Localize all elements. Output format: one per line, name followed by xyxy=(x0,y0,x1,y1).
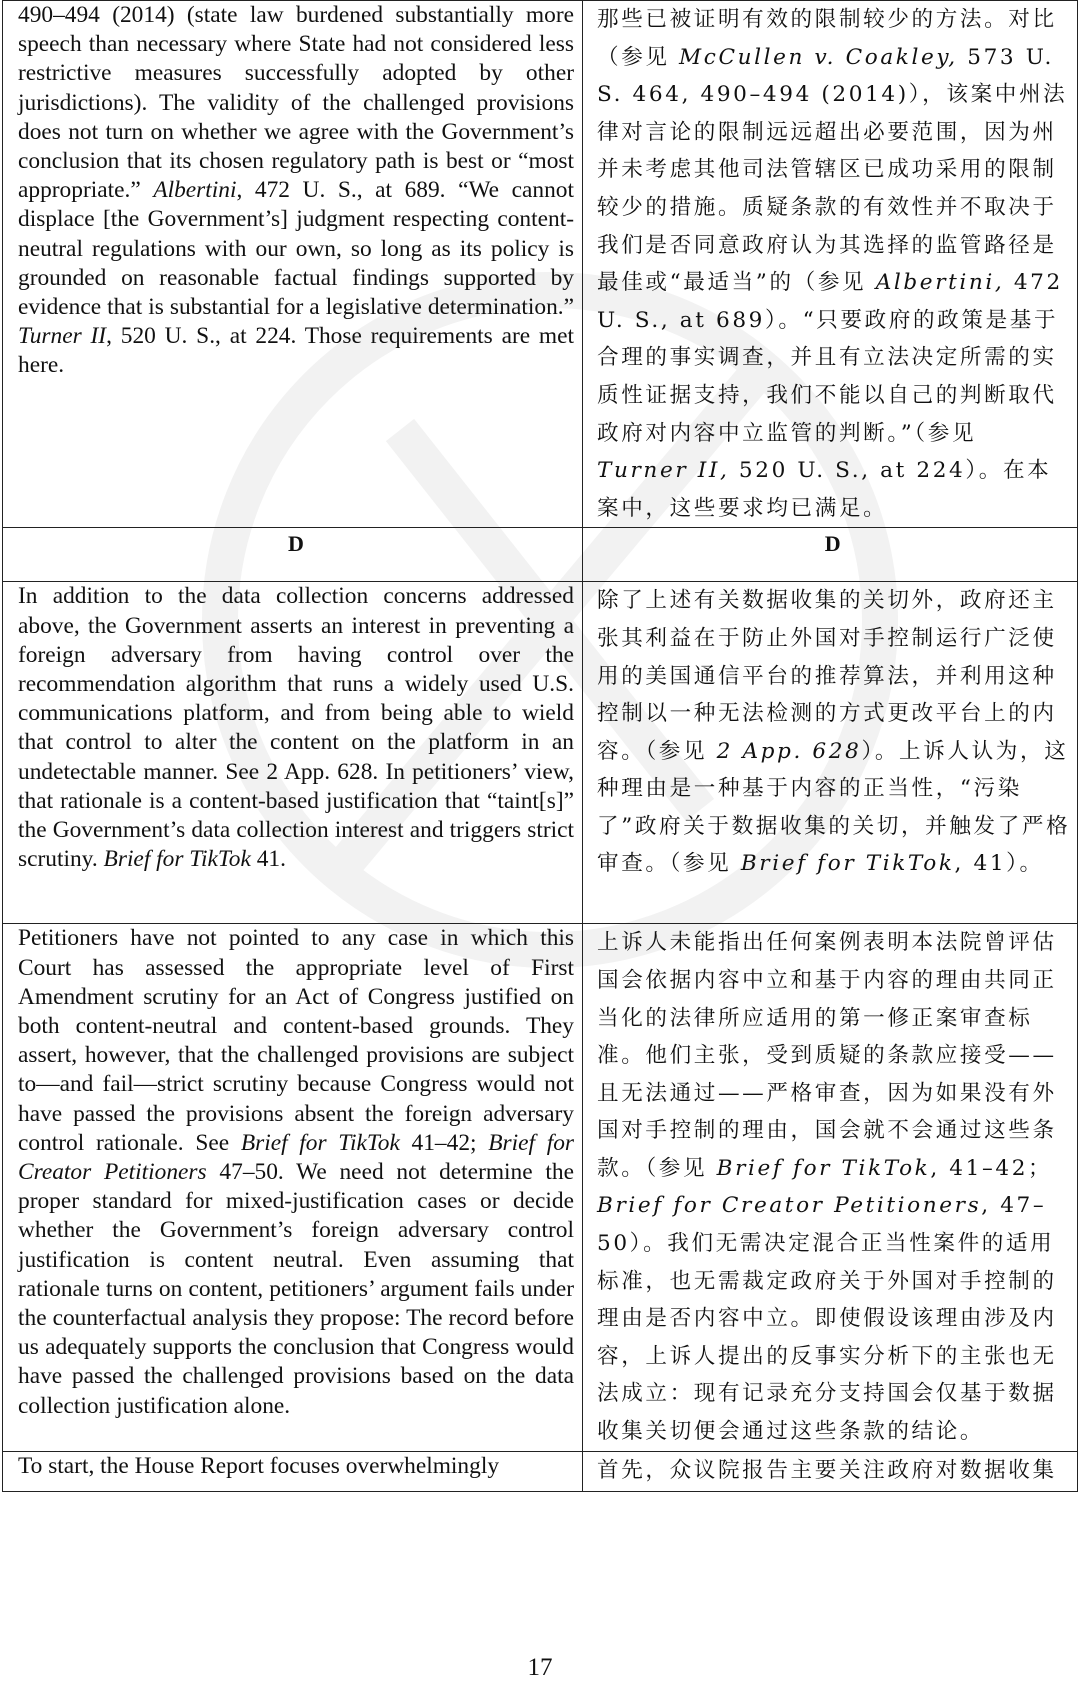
chinese-cell xyxy=(583,1,1078,528)
table-row xyxy=(3,1451,1078,1491)
table-row xyxy=(3,924,1078,1451)
chinese-text: 除了上述有关数据收集的关切外，政府还主张其利益在于防止外国对手控制运行广泛使用的美国通信平台的推荐算法，并利用这种控制以一种无法检测的方式更改平台上的内容。（参见 2 App. 628）。上诉人认为，这种理由是一种基于内容的正当性，“污染了”政府关于数据收集的关切，并触发了严格审查。（参见 Brief for TikTok, 41）。 xyxy=(597,588,1071,877)
english-text: Petitioners have not pointed to any case in which this Court has assessed the appropriate level of First Amendment scrutiny for an Act of Congress justified on both content-neutral and content-based grounds. They assert, however, that the challenged provisions are subject to—and fail—strict scrutiny because Congress would not have passed the provisions absent the foreign adversary control rationale. See Brief for TikTok 41–42; Brief for Creator Petitioners 47–50. We need not determine the proper standard for mixed-justification cases or decide whether the Government’s foreign adversary control justification is content neutral. Even assuming that rationale turns on content, petitioners’ argument fails under the counterfactual analysis they propose: The record before us adequately supports the conclusion that Congress would have passed the challenged provisions based on the data collection justification alone. xyxy=(18,925,574,1419)
chinese-cell xyxy=(583,924,1078,1451)
english-text: In addition to the data collection concerns addressed above, the Government asserts an interest in preventing a foreign adversary from having control over the recommendation algorithm that runs a widely used U.S. communications platform, and from being able to wield that control to alter the content on the platform in an undetectable manner. See 2 App. 628. In petitioners’ view, that rationale is a content-based justification that “taint[s]” the Government’s data collection interest and triggers strict scrutiny. Brief for TikTok 41. xyxy=(18,583,574,873)
chinese-section-heading xyxy=(583,528,1078,582)
chinese-text: 那些已被证明有效的限制较少的方法。对比（参见 McCullen v. Coakley, 573 U. S. 464, 490–494 (2014)），该案中州法律对言论的限制远远超出必要范围，因为州并未考虑其他司法管辖区已成功采用的限制较少的措施。质疑条款的有效性并不取决于我们是否同意政府认为其选择的监管路径是最佳或“最适当”的（参见 Albertini, 472 U. S., at 689）。“只要政府的政策是基于合理的事实调查，并且有立法决定所需的实质性证据支持，我们不能以自己的判断取代政府对内容中立监管的判断。”（参见 Turner II, 520 U. S., at 224）。在本案中，这些要求均已满足。 xyxy=(597,7,1068,521)
chinese-text: 首先，众议院报告主要关注政府对数据收集 xyxy=(597,1457,1057,1483)
page-number: 17 xyxy=(527,1654,553,1681)
chinese-text: 上诉人未能指出任何案例表明本法院曾评估国会依据内容中立和基于内容的理由共同正当化的法律所应适用的第一修正案审查标准。他们主张，受到质疑的条款应接受——且无法通过——严格审查，因为如果没有外国对手控制的理由，国会就不会通过这些条款。（参见 Brief for TikTok, 41–42；Brief for Creator Petitioners, 47–50）。我们无需决定混合正当性案件的适用标准，也无需裁定政府关于外国对手控制的理由是否内容中立。即使假设该理由涉及内容，上诉人提出的反事实分析下的主张也无法成立：现有记录充分支持国会仅基于数据收集关切便会通过这些条款的结论。 xyxy=(597,930,1057,1445)
english-text: 490–494 (2014) (state law burdened substantially more speech than necessary where State had not considered less restrictive measures successfully adopted by other jurisdictions). The validity of the challenged provisions does not turn on whether we agree with the Government’s conclusion that its chosen regulatory path is best or “most appropriate.” Albertini, 472 U. S., at 689. “We cannot displace [the Government’s] judgment respecting content-neutral regulations with our own, so long as its policy is grounded on reasonable factual findings supported by evidence that is substantial for a legislative determination.” Turner II, 520 U. S., at 224. Those requirements are met here. xyxy=(18,2,575,379)
chinese-cell xyxy=(583,1451,1078,1491)
table-row xyxy=(3,528,1078,582)
section-heading-text: D xyxy=(288,531,304,557)
english-cell xyxy=(3,924,583,1451)
chinese-cell xyxy=(583,582,1078,924)
english-cell xyxy=(3,1451,583,1491)
table-row xyxy=(3,582,1078,924)
english-text: To start, the House Report focuses overwhelmingly xyxy=(18,1452,500,1479)
bilingual-table xyxy=(2,0,1078,1492)
english-cell xyxy=(3,582,583,924)
english-section-heading xyxy=(3,528,583,582)
section-heading-text: D xyxy=(824,531,844,557)
table-row xyxy=(3,1,1078,528)
english-cell xyxy=(3,1,583,528)
